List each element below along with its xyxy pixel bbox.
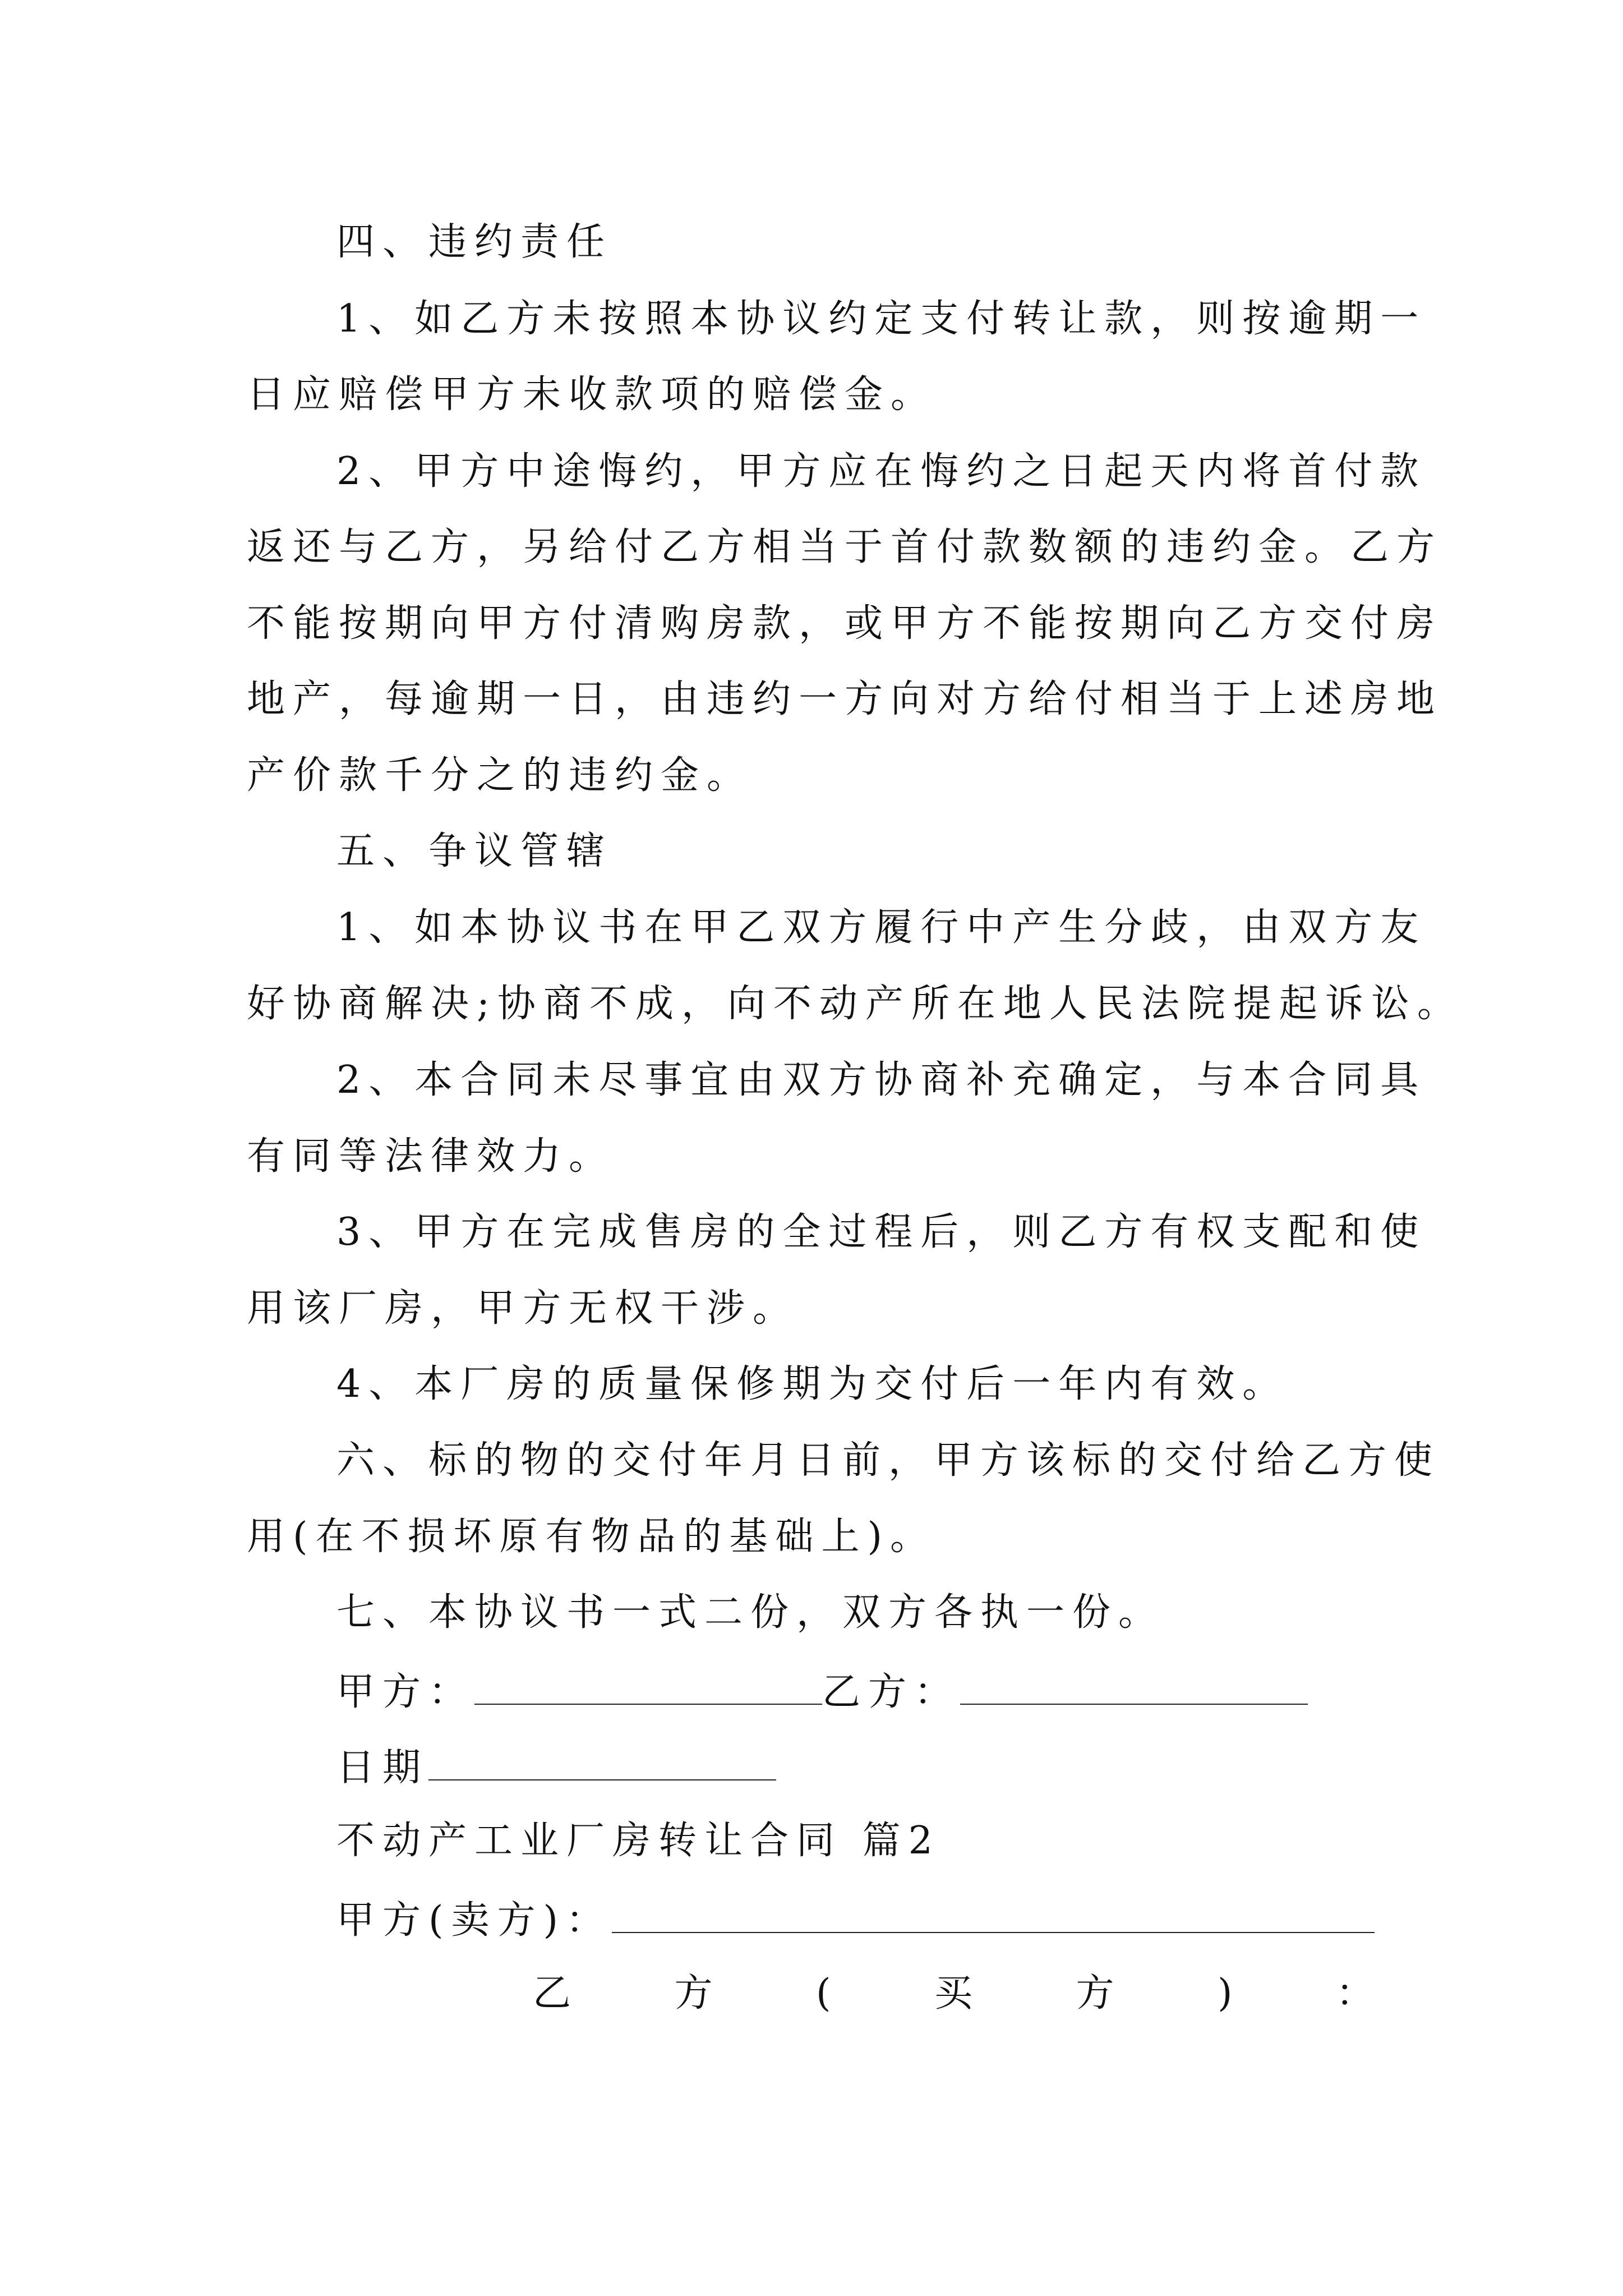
date-line — [336, 1746, 1486, 1790]
paragraph-line: 1、如乙方未按照本协议约定支付转让款，则按逾期一 — [336, 297, 1427, 341]
paragraph-line: 不能按期向甲方付清购房款，或甲方不能按期向乙方交付房 — [247, 601, 1443, 646]
paragraph-line: 1、如本协议书在甲乙双方履行中产生分歧，由双方友 — [336, 905, 1427, 950]
paragraph-line: 4、本厂房的质量保修期为交付后一年内有效。 — [336, 1362, 1289, 1406]
date-blank — [428, 1746, 776, 1780]
paragraph-line: 七、本协议书一式二份，双方各执一份。 — [336, 1590, 1165, 1635]
paragraph-line: 用该厂房，甲方无权干涉。 — [247, 1286, 799, 1331]
paragraph-line: 用(在不损坏原有物品的基础上)。 — [247, 1515, 937, 1559]
seller-label: 甲方(卖方)： — [336, 1898, 612, 1943]
paragraph-line: 2、甲方中途悔约，甲方应在悔约之日起天内将首付款 — [336, 449, 1427, 494]
buyer-char: 买 — [934, 1971, 972, 2016]
seller-blank — [612, 1898, 1375, 1933]
paragraph-line: 地产，每逾期一日，由违约一方向对方给付相当于上述房地 — [247, 677, 1443, 721]
signature-line — [336, 1670, 1486, 1714]
section-heading-breach: 四、违约责任 — [336, 220, 613, 264]
buyer-char: 方 — [1076, 1971, 1114, 2016]
section-heading-dispute: 五、争议管辖 — [336, 829, 613, 873]
buyer-char: 方 — [674, 1971, 713, 2016]
paragraph-line: 3、甲方在完成售房的全过程后，则乙方有权支配和使 — [336, 1210, 1427, 1254]
paragraph-line: 有同等法律效力。 — [247, 1134, 615, 1179]
date-label: 日期 — [336, 1746, 429, 1790]
party-a-label: 甲方： — [336, 1670, 475, 1714]
section2-title: 不动产工业厂房转让合同 篇2 — [336, 1819, 940, 1863]
paragraph-line: 返还与乙方，另给付乙方相当于首付款数额的违约金。乙方 — [247, 525, 1443, 569]
party-b-blank — [960, 1670, 1308, 1705]
paragraph-line: 2、本合同未尽事宜由双方协商补充确定，与本合同具 — [336, 1058, 1427, 1102]
seller-line — [336, 1898, 1486, 1943]
buyer-char: 乙 — [533, 1971, 571, 2016]
party-a-blank — [474, 1670, 822, 1705]
paragraph-line: 日应赔偿甲方未收款项的赔偿金。 — [247, 372, 937, 417]
paragraph-line: 好协商解决;协商不成，向不动产所在地人民法院提起诉讼。 — [247, 982, 1463, 1026]
buyer-char: ( — [815, 1971, 831, 2016]
buyer-char: ： — [1335, 1971, 1374, 2016]
buyer-line — [533, 1971, 1374, 2016]
paragraph-line: 产价款千分之的违约金。 — [247, 753, 753, 798]
paragraph-line: 六、标的物的交付年月日前，甲方该标的交付给乙方使 — [336, 1438, 1441, 1483]
buyer-char: ) — [1217, 1971, 1233, 2016]
party-b-label: 乙方： — [822, 1670, 961, 1714]
